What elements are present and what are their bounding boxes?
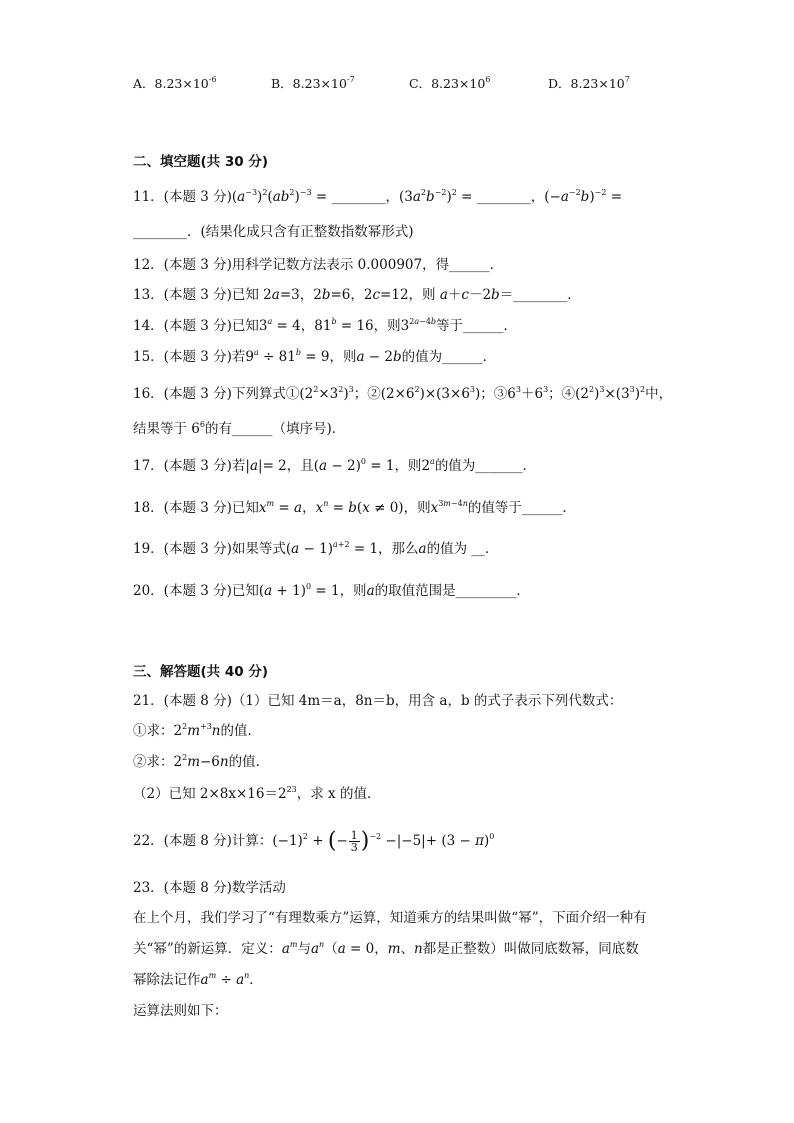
question-21-part-3: （2）已知 $2\times 8x\times 16=2^{23}$，求 x 的值． [133,785,381,802]
fraction-one-third: $\frac{1}{3}$ [350,829,358,854]
option-c: C．$8.23\times 10^6$ [409,75,491,91]
question-23-line-4: 幂除法记作$a^m \div a^n$． [133,971,263,988]
section-3-title: 三、解答题(共 40 分) [133,664,269,680]
question-21: 21．(本题 8 分)（1）已知 4m＝a，8n＝b，用含 a，b 的式子表示下列代数式： [133,693,623,709]
question-11-line-2: ________．(结果化成只含有正整数指数幂形式) [133,224,414,240]
question-18: 18．(本题 3 分)已知$x^m = a$，$x^n = b(x \ne 0)$，则$x^{3m-4n}$的值等于______. [133,499,567,516]
question-21-part-1: ①求：$2^2m^{+3}n$的值． [133,722,261,739]
question-23: 23．(本题 8 分)数学活动 [133,880,286,896]
question-23-line-2: 在上个月，我们学习了“有理数乘方”运算，知道乘方的结果叫做“幂”，下面介绍一种有 [133,910,647,926]
question-23-line-5: 运算法则如下： [133,1003,228,1019]
question-19: 19．(本题 3 分)如果等式$(a - 1)^{a+2} = 1$，那么a的值为 __． [133,540,499,557]
section-2-title: 二、填空题(共 30 分) [133,154,269,170]
question-22: 22．(本题 8 分)计算：$(-1)^2$ + (− $\frac{1}{3}$ )$^{-2} -|-5|+ (3 - \pi)^0$ [133,828,495,854]
question-23-line-3: 关“幂”的新运算．定义：$a^m$与$a^n(a = 0$，m、n都是正整数）叫做同底数幂，同底数 [133,940,639,957]
option-d: D．$8.23\times 10^7$ [548,75,630,91]
question-20: 20．(本题 3 分)已知$(a + 1)^0 = 1$，则a的取值范围是_________． [133,582,530,599]
question-21-part-2: ②求：$2^2m-6n$的值． [133,753,270,770]
question-13: 13．(本题 3 分)已知 2a=3，2b=6，2c=12，则 a＋c－2b＝________． [133,287,581,303]
option-b: B．$8.23\times 10^{-7}$ [271,75,355,91]
question-15: 15．(本题 3 分)若$9^a \div 81^b = 9$，则a − 2b的值为______． [133,348,497,365]
question-16: 16．(本题 3 分)下列算式$①(2^2\times 3^2)^3$；$②(2\times 6^2)\times(3\times 6^3)$；$③6^3+6^3$；$④(2^2)^3\times(3^3)^2$中， [133,385,673,402]
question-14: 14．(本题 3 分)已知$3^a = 4$，$81^b = 16$，则$3^{2a-4b}$等于______． [133,317,518,334]
question-12: 12．(本题 3 分)用科学记数方法表示 0.000907，得______． [133,257,504,273]
question-11: 11．(本题 3 分)$(a^{-3})^2(ab^2)^{-3}$ = ________，$(3a^2b^{-2})^2$ = ________，$(-a^{-2}b)^{-2}$ = [133,188,623,205]
question-17: 17．(本题 3 分)若|a|= 2，且$(a - 2)^0 = 1$，则2$^a$的值为_______． [133,457,537,474]
question-16-line-2: 结果等于 $6^6$的有______（填序号)． [133,420,346,437]
option-a: A．$8.23\times 10^{-6}$ [133,75,217,91]
